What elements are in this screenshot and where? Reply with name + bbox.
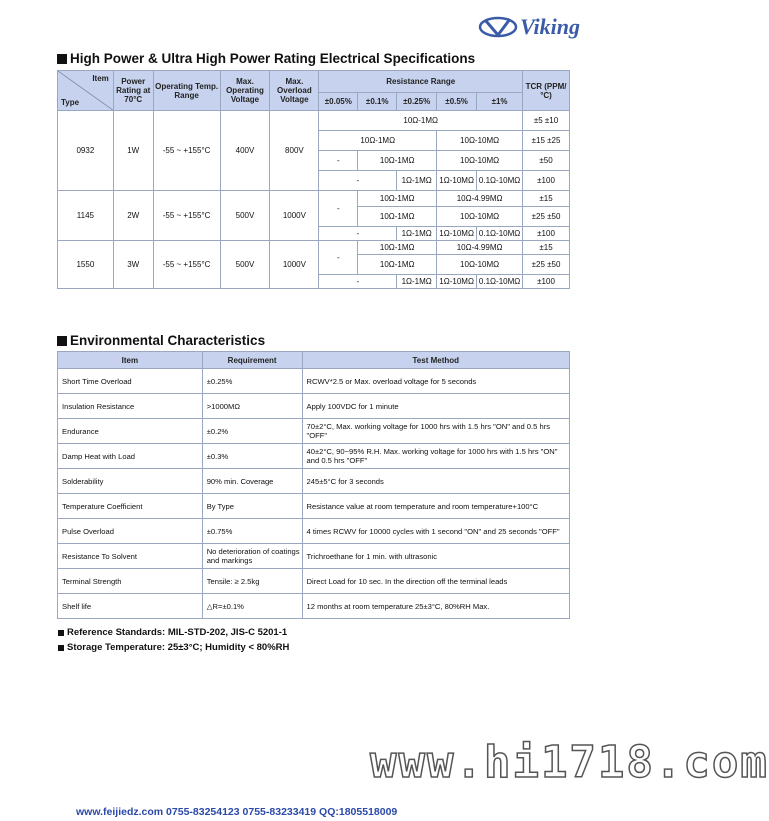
env-req-cell: ±0.75% xyxy=(202,519,302,544)
range-cell: 1Ω-10MΩ xyxy=(437,171,477,191)
watermark: www.hi1718.com xyxy=(370,737,769,788)
env-method-cell: 70±2°C, Max. working voltage for 1000 hrs with 1.5 hrs "ON" and 0.5 hrs "OFF" xyxy=(302,419,569,444)
viking-logo xyxy=(478,12,580,42)
range-cell: 0.1Ω-10MΩ xyxy=(477,171,523,191)
tcr-cell: ±100 xyxy=(523,227,570,241)
table-row xyxy=(58,494,570,519)
tcr-cell: ±25 ±50 xyxy=(523,207,570,227)
temp-header: Operating Temp. Range xyxy=(153,71,220,111)
tcr-cell: ±100 xyxy=(523,275,570,289)
range-cell: 10Ω-1MΩ xyxy=(358,241,437,255)
range-cell: 10Ω-4.99MΩ xyxy=(437,241,523,255)
tcr-cell: ±5 ±10 xyxy=(523,111,570,131)
power-cell: 3W xyxy=(113,241,153,289)
table-row xyxy=(58,469,570,494)
env-section-title xyxy=(57,333,265,348)
env-method-cell: 245±5°C for 3 seconds xyxy=(302,469,569,494)
range-cell: 10Ω-10MΩ xyxy=(437,255,523,275)
tol-header: ±1% xyxy=(477,93,523,111)
range-cell: 10Ω-1MΩ xyxy=(358,255,437,275)
table-row xyxy=(58,519,570,544)
overload-header: Max. Overload Voltage xyxy=(270,71,319,111)
env-item-cell: Short Time Overload xyxy=(58,369,203,394)
reference-note xyxy=(58,625,289,640)
viking-emblem-icon xyxy=(478,15,518,39)
range-cell: 10Ω-1MΩ xyxy=(358,207,437,227)
voltage-cell: 500V xyxy=(220,241,270,289)
table-row xyxy=(58,444,570,469)
tcr-cell: ±15 ±25 xyxy=(523,131,570,151)
resistance-range-header: Resistance Range xyxy=(319,71,523,93)
env-req-cell: ±0.3% xyxy=(202,444,302,469)
range-cell: 10Ω-1MΩ xyxy=(358,151,437,171)
table-row xyxy=(58,369,570,394)
bullet-square-icon xyxy=(57,336,67,346)
env-req-cell: >1000MΩ xyxy=(202,394,302,419)
overload-cell: 1000V xyxy=(270,191,319,241)
tcr-cell: ±15 xyxy=(523,191,570,207)
tol-header: ±0.1% xyxy=(358,93,397,111)
env-req-cell: ±0.2% xyxy=(202,419,302,444)
env-method-cell: 12 months at room temperature 25±3°C, 80%RH Max. xyxy=(302,594,569,619)
env-item-cell: Insulation Resistance xyxy=(58,394,203,419)
range-cell: - xyxy=(319,275,397,289)
env-item-cell: Shelf life xyxy=(58,594,203,619)
tcr-cell: ±25 ±50 xyxy=(523,255,570,275)
range-cell: 1Ω-10MΩ xyxy=(437,227,477,241)
bullet-square-icon xyxy=(58,630,64,636)
temp-cell: -55 ~ +155°C xyxy=(153,241,220,289)
env-method-cell: Trichroethane for 1 min. with ultrasonic xyxy=(302,544,569,569)
footer-contact: www.feijiedz.com 0755-83254123 0755-83233419 QQ:1805518009 xyxy=(76,806,398,818)
voltage-cell: 500V xyxy=(220,191,270,241)
tcr-header: TCR (PPM/°C) xyxy=(523,71,570,111)
storage-note xyxy=(58,640,289,655)
env-method-cell: 4 times RCWV for 10000 cycles with 1 second "ON" and 25 seconds "OFF" xyxy=(302,519,569,544)
env-req-cell: By Type xyxy=(202,494,302,519)
env-req-cell: △R=±0.1% xyxy=(202,594,302,619)
env-title-text: Environmental Characteristics xyxy=(70,333,266,348)
voltage-cell: 400V xyxy=(220,111,270,191)
bullet-square-icon xyxy=(58,645,64,651)
range-cell: 1Ω-1MΩ xyxy=(397,171,437,191)
storage-text: Storage Temperature: 25±3°C; Humidity < 80%RH xyxy=(67,642,290,653)
env-item-header: Item xyxy=(58,352,203,369)
notes xyxy=(58,625,289,655)
env-item-cell: Endurance xyxy=(58,419,203,444)
table-row xyxy=(58,419,570,444)
spec-title-text: High Power & Ultra High Power Rating Electrical Specifications xyxy=(70,51,476,66)
env-method-cell: Apply 100VDC for 1 minute xyxy=(302,394,569,419)
spec-table xyxy=(57,70,570,289)
env-method-cell: Direct Load for 10 sec. In the direction off the terminal leads xyxy=(302,569,569,594)
temp-cell: -55 ~ +155°C xyxy=(153,191,220,241)
env-item-cell: Terminal Strength xyxy=(58,569,203,594)
spec-section-title xyxy=(57,51,475,66)
power-header: Power Rating at 70°C xyxy=(113,71,153,111)
range-cell: - xyxy=(319,171,397,191)
item-header-label: Item xyxy=(92,74,109,83)
range-cell: 10Ω-1MΩ xyxy=(319,111,523,131)
env-req-cell: No deterioration of coatings and markings xyxy=(202,544,302,569)
env-method-header: Test Method xyxy=(302,352,569,369)
tcr-cell: ±100 xyxy=(523,171,570,191)
range-cell: 10Ω-4.99MΩ xyxy=(437,191,523,207)
range-cell: 10Ω-10MΩ xyxy=(437,131,523,151)
table-row xyxy=(58,394,570,419)
type-header-label: Type xyxy=(61,98,80,107)
range-cell: 1Ω-1MΩ xyxy=(397,227,437,241)
range-cell: 0.1Ω-10MΩ xyxy=(477,227,523,241)
env-method-cell: Resistance value at room temperature and room temperature+100°C xyxy=(302,494,569,519)
range-cell: 0.1Ω-10MΩ xyxy=(477,275,523,289)
range-cell: 1Ω-10MΩ xyxy=(437,275,477,289)
type-cell: 1550 xyxy=(58,241,114,289)
temp-cell: -55 ~ +155°C xyxy=(153,111,220,191)
reference-text: Reference Standards: MIL-STD-202, JIS-C 5201-1 xyxy=(67,627,288,638)
bullet-square-icon xyxy=(57,54,67,64)
type-item-header xyxy=(58,71,114,111)
env-item-cell: Pulse Overload xyxy=(58,519,203,544)
range-cell: 10Ω-1MΩ xyxy=(358,191,437,207)
range-cell: - xyxy=(319,227,397,241)
env-item-cell: Resistance To Solvent xyxy=(58,544,203,569)
power-cell: 2W xyxy=(113,191,153,241)
tol-header: ±0.5% xyxy=(437,93,477,111)
env-req-cell: Tensile: ≥ 2.5kg xyxy=(202,569,302,594)
tol-header: ±0.25% xyxy=(397,93,437,111)
type-cell: 0932 xyxy=(58,111,114,191)
range-cell: 10Ω-10MΩ xyxy=(437,207,523,227)
tcr-cell: ±15 xyxy=(523,241,570,255)
overload-cell: 1000V xyxy=(270,241,319,289)
range-cell: 10Ω-10MΩ xyxy=(437,151,523,171)
env-table xyxy=(57,351,570,619)
env-requirement-header: Requirement xyxy=(202,352,302,369)
range-cell: 10Ω-1MΩ xyxy=(319,131,437,151)
overload-cell: 800V xyxy=(270,111,319,191)
table-row xyxy=(58,594,570,619)
type-cell: 1145 xyxy=(58,191,114,241)
tol-header: ±0.05% xyxy=(319,93,358,111)
range-cell: - xyxy=(319,241,358,275)
env-item-cell: Temperature Coefficient xyxy=(58,494,203,519)
env-req-cell: 90% min. Coverage xyxy=(202,469,302,494)
tcr-cell: ±50 xyxy=(523,151,570,171)
logo-text: Viking xyxy=(520,14,580,39)
env-req-cell: ±0.25% xyxy=(202,369,302,394)
table-row xyxy=(58,569,570,594)
range-cell: - xyxy=(319,151,358,171)
max-voltage-header: Max. Operating Voltage xyxy=(220,71,270,111)
table-row xyxy=(58,544,570,569)
env-method-cell: RCWV*2.5 or Max. overload voltage for 5 seconds xyxy=(302,369,569,394)
range-cell: 1Ω-1MΩ xyxy=(397,275,437,289)
range-cell: - xyxy=(319,191,358,227)
env-item-cell: Damp Heat with Load xyxy=(58,444,203,469)
env-item-cell: Solderability xyxy=(58,469,203,494)
env-method-cell: 40±2°C, 90~95% R.H. Max. working voltage for 1000 hrs with 1.5 hrs "ON" and 0.5 hrs "OFF" xyxy=(302,444,569,469)
power-cell: 1W xyxy=(113,111,153,191)
